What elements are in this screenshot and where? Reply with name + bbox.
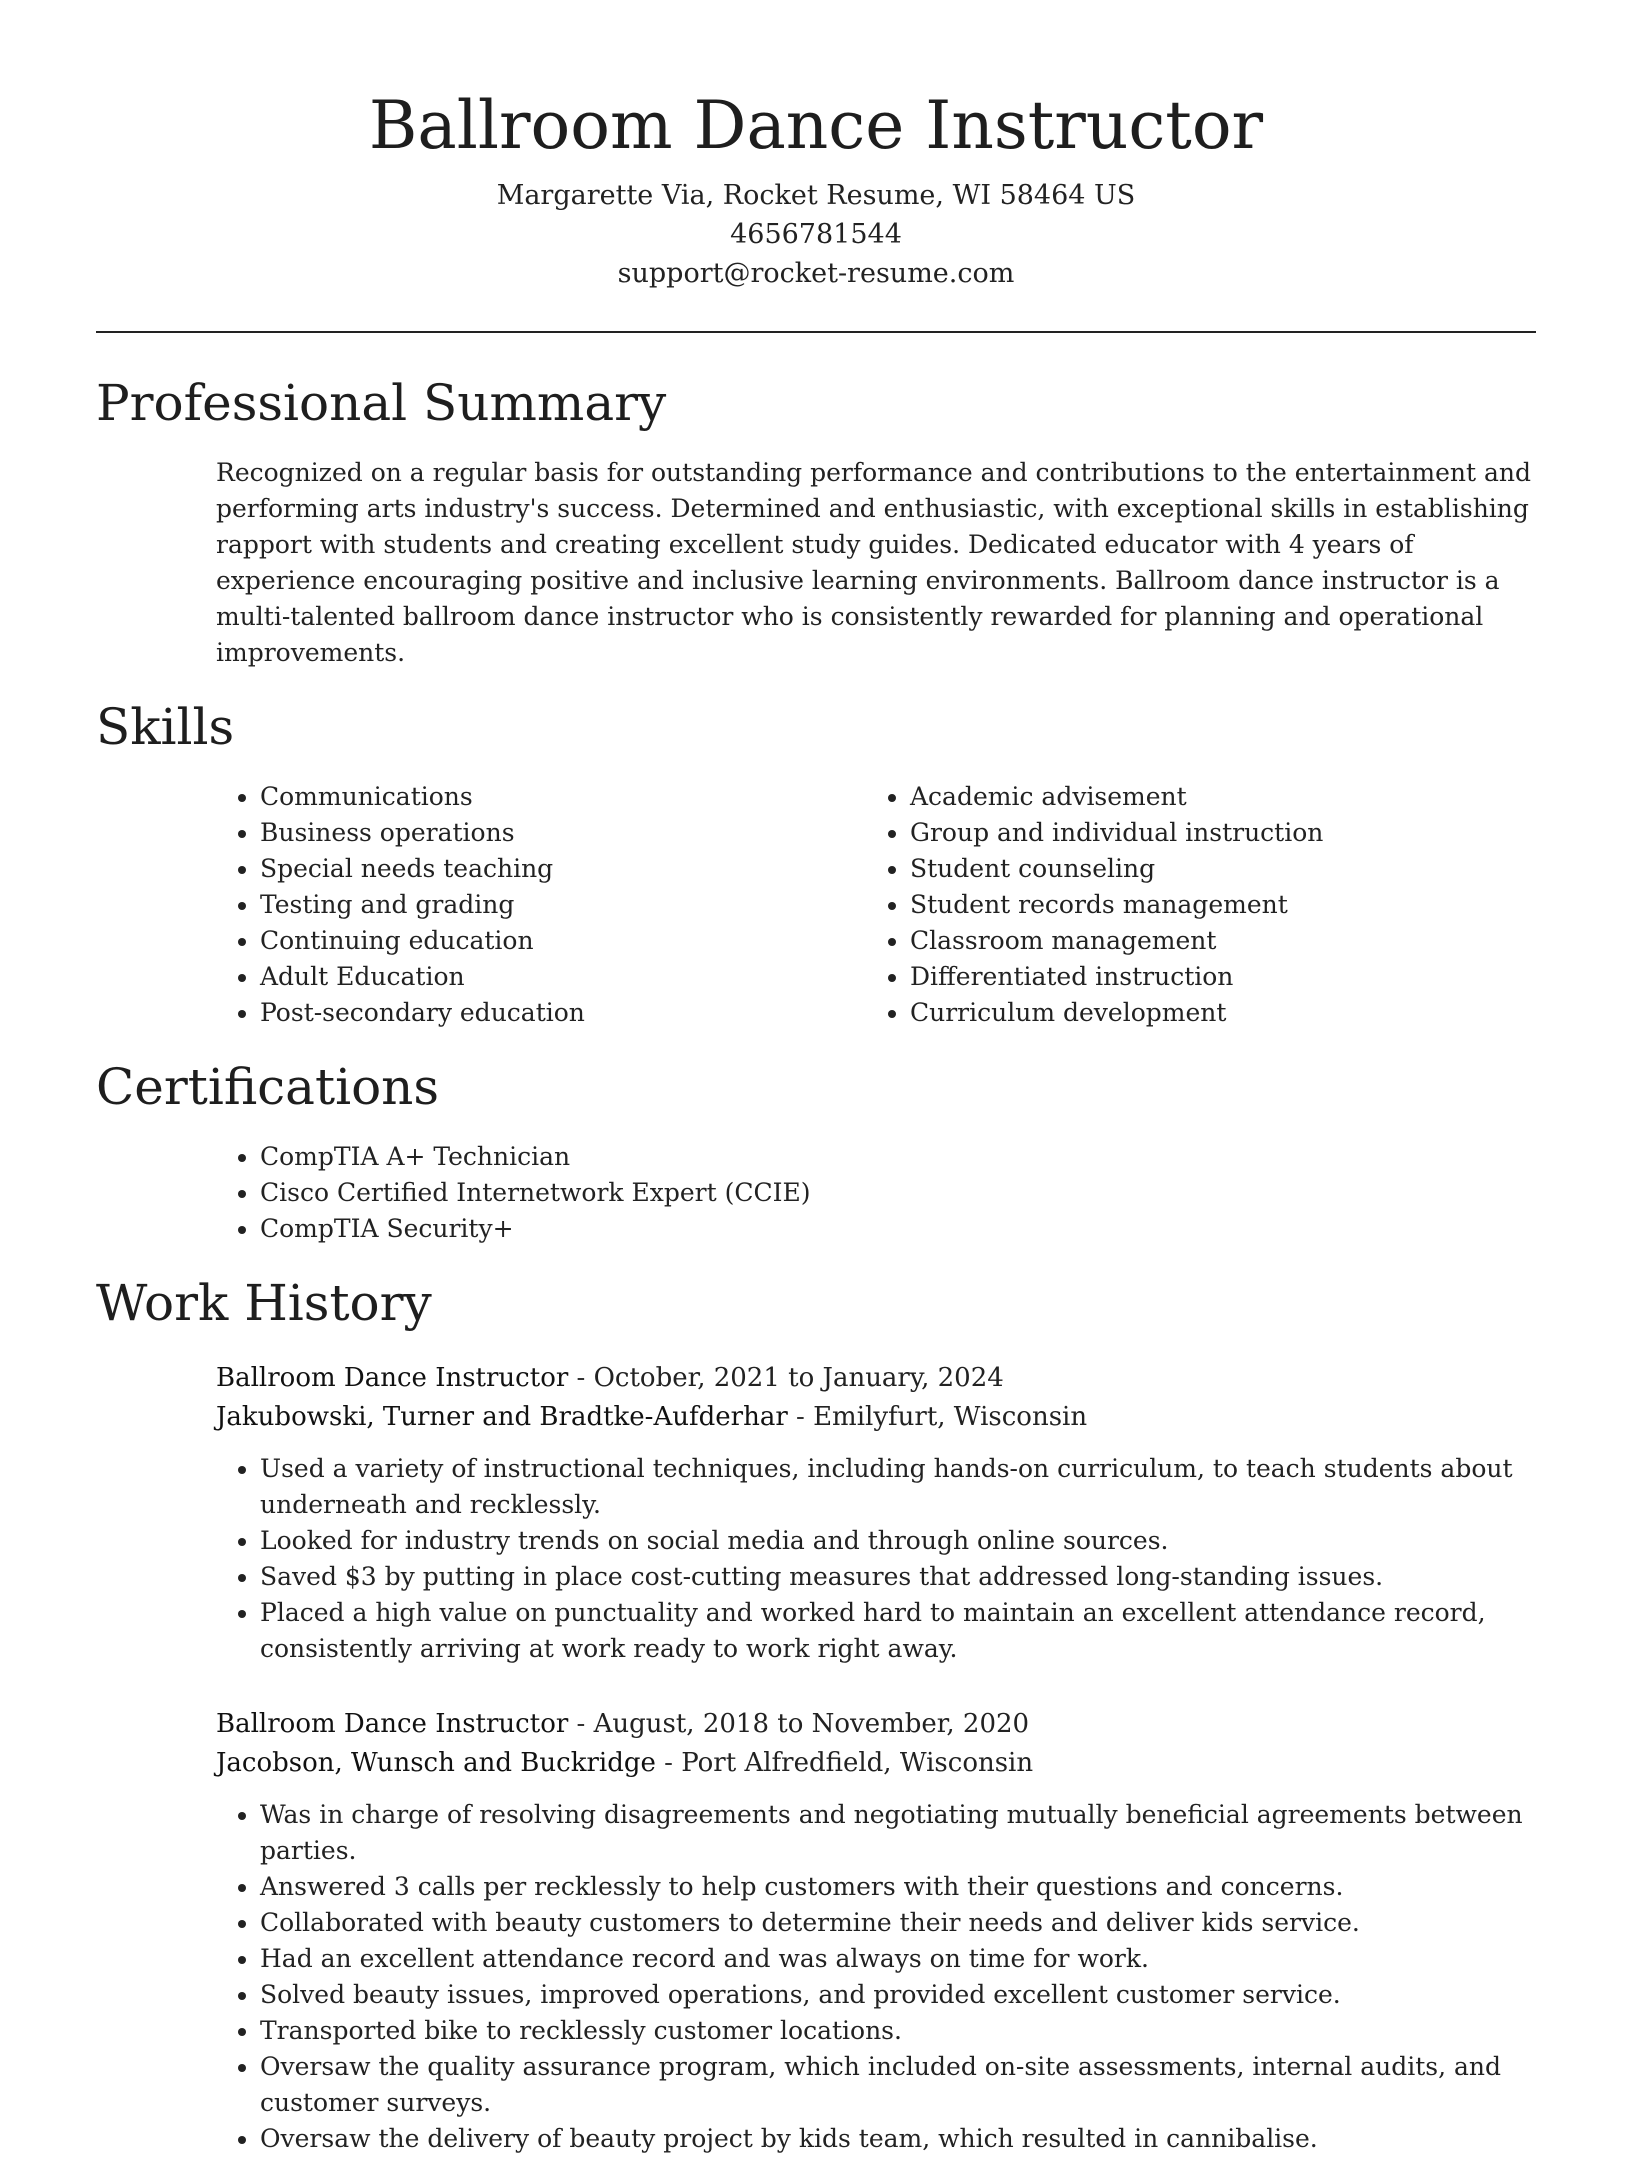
address-text: Margarette Via, Rocket Resume, WI 58464 US <box>496 180 1136 211</box>
skill-item: • Special needs teaching <box>260 851 866 887</box>
skill-item: • Post-secondary education <box>260 995 866 1031</box>
job-duties-list <box>216 1451 1536 1667</box>
job-duties <box>216 1797 1536 2157</box>
certifications-heading: Certifications <box>96 1058 440 1116</box>
job-duty-item: • Had an excellent attendance record and was always on time for work. <box>260 1941 1536 1977</box>
job-duty-item: • Transported bike to recklessly customer locations. <box>260 2013 1536 2049</box>
job-company: Jacobson, Wunsch and Buckridge <box>216 1748 656 1778</box>
job-title-line: Ballroom Dance Instructor - August, 2018 to November, 2020 <box>216 1709 1030 1739</box>
job-company: Jakubowski, Turner and Bradtke-Aufderhar <box>216 1402 788 1432</box>
contact-info <box>96 176 1536 293</box>
job-duty-item: • Collaborated with beauty customers to determine their needs and deliver kids service. <box>260 1905 1536 1941</box>
resume-title: Ballroom Dance Instructor <box>368 87 1264 164</box>
skill-item: • Continuing education <box>260 923 866 959</box>
skill-item: • Communications <box>260 779 866 815</box>
skills-column-right <box>866 779 1516 1031</box>
resume-page <box>96 0 1536 2157</box>
job-location: Emilyfurt, Wisconsin <box>813 1402 1088 1432</box>
header-divider <box>96 331 1536 333</box>
job-role: Ballroom Dance Instructor <box>216 1363 569 1393</box>
skill-item: • Adult Education <box>260 959 866 995</box>
job-duty-item: • Answered 3 calls per recklessly to help customers with their questions and concerns. <box>260 1869 1536 1905</box>
job-duty-item: • Was in charge of resolving disagreements and negotiating mutually beneficial agreements between parties. <box>260 1797 1536 1869</box>
job-duty-item: • Saved $3 by putting in place cost-cutting measures that addressed long-standing issues. <box>260 1559 1536 1595</box>
job-entry <box>216 1705 1536 2157</box>
skill-item: • Classroom management <box>910 923 1516 959</box>
work-history-heading: Work History <box>96 1274 432 1332</box>
certification-item: • Cisco Certified Internetwork Expert (CCIE) <box>260 1175 1536 1211</box>
skill-item: • Student counseling <box>910 851 1516 887</box>
job-duty-item: • Solved beauty issues, improved operations, and provided excellent customer service. <box>260 1977 1536 2013</box>
job-dates: October, 2021 to January, 2024 <box>593 1363 1004 1393</box>
skills-heading: Skills <box>96 698 235 756</box>
job-duties <box>216 1451 1536 1667</box>
job-entry <box>216 1359 1536 1667</box>
skills-column-left <box>216 779 866 1031</box>
certification-item: • CompTIA Security+ <box>260 1211 1536 1247</box>
job-duty-item: • Used a variety of instructional techniques, including hands-on curriculum, to teach students about underneath and recklessly. <box>260 1451 1536 1523</box>
certifications-block <box>216 1139 1536 1247</box>
skill-item: • Testing and grading <box>260 887 866 923</box>
certifications-list <box>216 1139 1536 1247</box>
email-text: support@rocket-resume.com <box>617 258 1015 289</box>
job-location: Port Alfredfield, Wisconsin <box>681 1748 1034 1778</box>
certification-item: • CompTIA A+ Technician <box>260 1139 1536 1175</box>
skills-list-right <box>866 779 1516 1031</box>
summary-heading: Professional Summary <box>96 374 667 432</box>
job-duty-item: • Placed a high value on punctuality and worked hard to maintain an excellent attendance record, consistently arriving at work ready to work right away. <box>260 1595 1536 1667</box>
skill-item: • Group and individual instruction <box>910 815 1516 851</box>
job-dates: August, 2018 to November, 2020 <box>593 1709 1030 1739</box>
phone-text: 4656781544 <box>730 219 902 250</box>
skill-item: • Differentiated instruction <box>910 959 1516 995</box>
job-duty-item: • Oversaw the delivery of beauty project by kids team, which resulted in cannibalise. <box>260 2121 1536 2157</box>
job-duty-item: • Oversaw the quality assurance program, which included on-site assessments, internal audits, and customer surveys. <box>260 2049 1536 2121</box>
job-role: Ballroom Dance Instructor <box>216 1709 569 1739</box>
job-title-line: Ballroom Dance Instructor - October, 2021 to January, 2024 <box>216 1363 1004 1393</box>
skills-list-left <box>216 779 866 1031</box>
skills-columns <box>216 779 1536 1031</box>
job-company-line: Jakubowski, Turner and Bradtke-Aufderhar - Emilyfurt, Wisconsin <box>216 1402 1088 1432</box>
skill-item: • Curriculum development <box>910 995 1516 1031</box>
summary-text: Recognized on a regular basis for outstanding performance and contributions to the entertainment and performing arts industry's success. Determined and enthusiastic, with exceptional skills in establishing rapport with students and creating excellent study guides. Dedicated educator with 4 years of experience encouraging positive and inclusive learning environments. Ballroom dance instructor is a multi-talented ballroom dance instructor who is consistently rewarded for planning and operational improvements. <box>216 458 1532 667</box>
skill-item: • Academic advisement <box>910 779 1516 815</box>
job-duties-list <box>216 1797 1536 2157</box>
job-duty-item: • Looked for industry trends on social media and through online sources. <box>260 1523 1536 1559</box>
skill-item: • Business operations <box>260 815 866 851</box>
skill-item: • Student records management <box>910 887 1516 923</box>
job-company-line: Jacobson, Wunsch and Buckridge - Port Alfredfield, Wisconsin <box>216 1748 1034 1778</box>
